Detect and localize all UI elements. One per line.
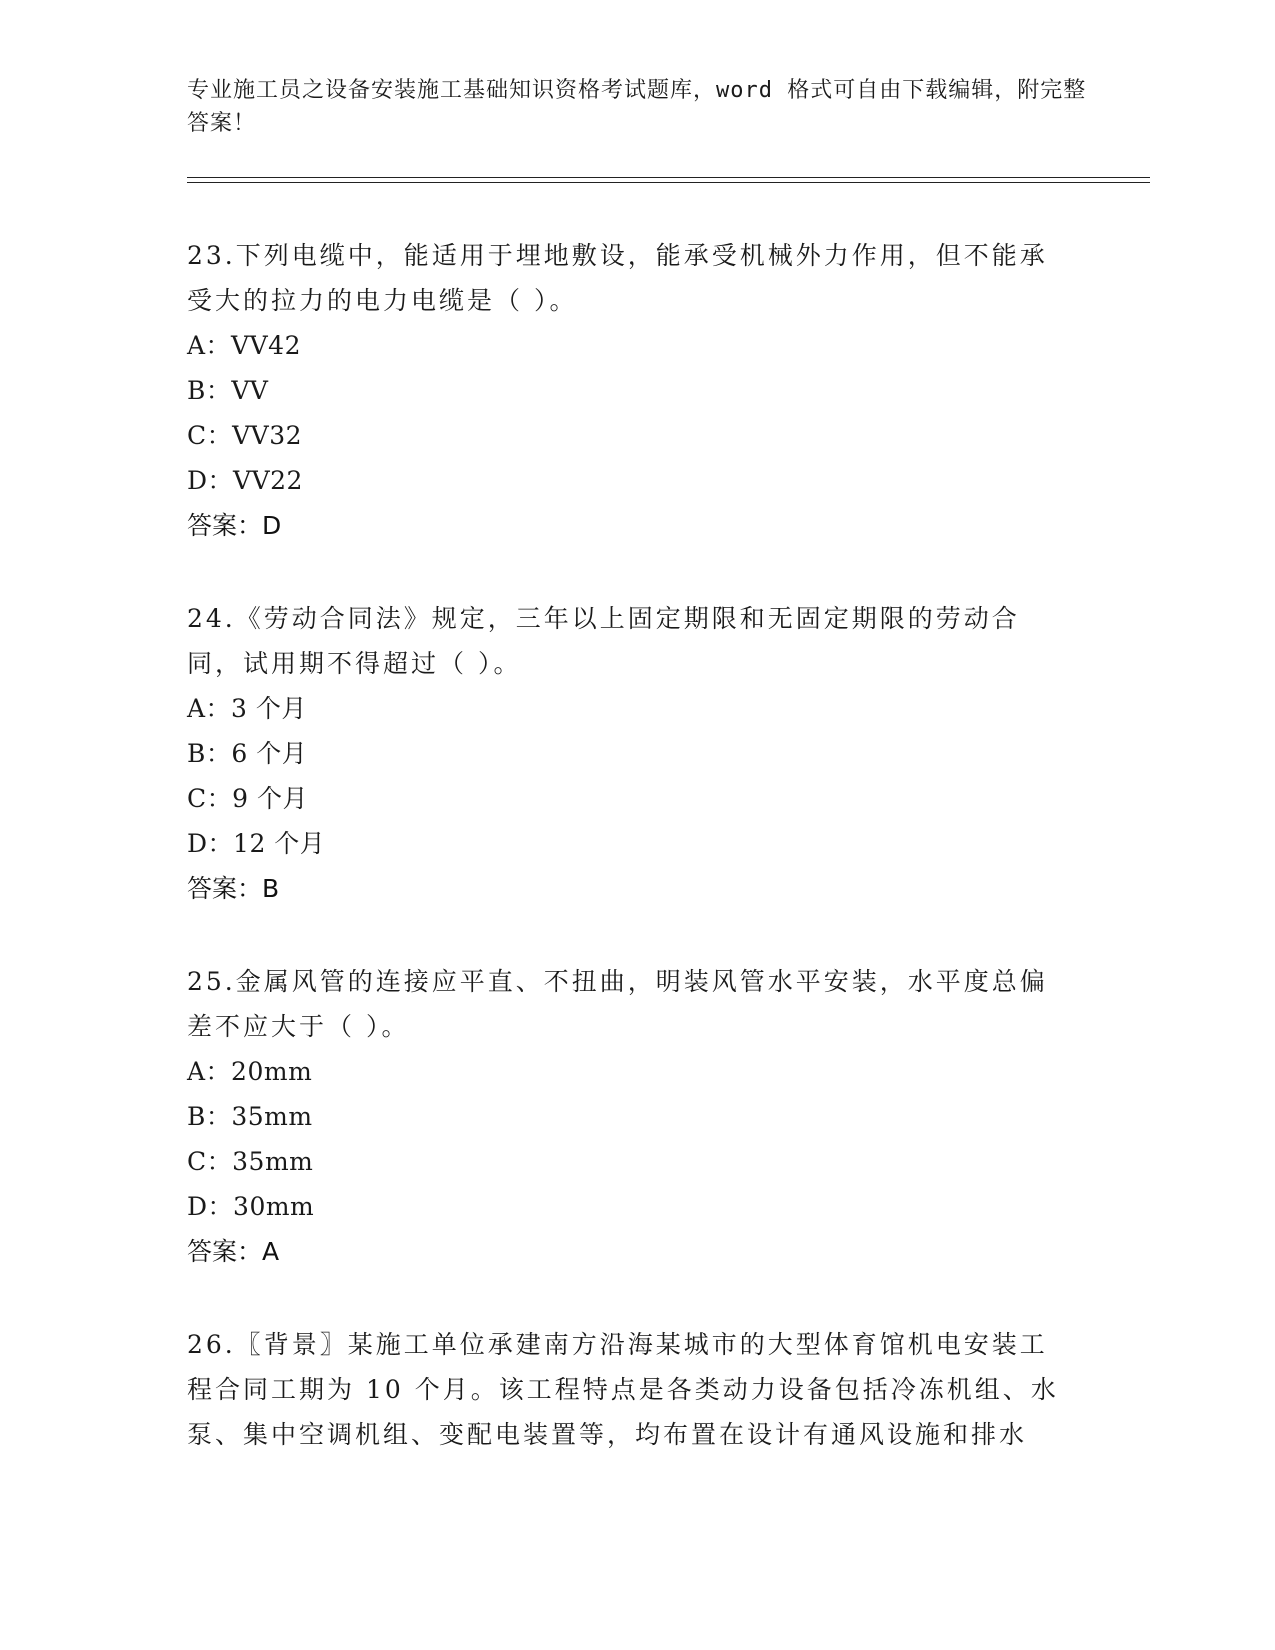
option-b: B：6 个月: [187, 739, 308, 768]
document-header: 专业施工员之设备安装施工基础知识资格考试题库，word 格式可自由下载编辑，附完整答案！: [187, 78, 1087, 136]
answer-line: 答案：A: [187, 1237, 280, 1266]
question-stem: 24.《劳动合同法》规定，三年以上固定期限和无固定期限的劳动合同，试用期不得超过（ ）。: [187, 604, 1020, 678]
option-b: B：VV: [187, 376, 269, 405]
question-stem: 26.〖背景〗某施工单位承建南方沿海某城市的大型体育馆机电安装工程合同工期为 10 个月。该工程特点是各类动力设备包括冷冻机组、水泵、集中空调机组、变配电装置等，均布置在设计有通风设施和排水: [187, 1330, 1059, 1449]
answer-line: 答案：D: [187, 511, 282, 540]
option-d: D：12 个月: [187, 829, 326, 858]
option-a: A：VV42: [187, 331, 301, 360]
question-26: [187, 1322, 1067, 1457]
header-divider-bottom: [187, 182, 1150, 183]
question-23: [187, 233, 1067, 548]
question-stem: 25.金属风管的连接应平直、不扭曲，明装风管水平安装，水平度总偏差不应大于（ ）。: [187, 967, 1048, 1041]
option-c: C：VV32: [187, 421, 303, 450]
option-c: C：9 个月: [187, 784, 308, 813]
option-c: C：35mm: [187, 1147, 314, 1176]
header-divider-top: [187, 177, 1150, 178]
option-b: B：35mm: [187, 1102, 313, 1131]
option-a: A：3 个月: [187, 694, 307, 723]
answer-line: 答案：B: [187, 874, 280, 903]
question-25: [187, 959, 1067, 1274]
option-d: D：VV22: [187, 466, 303, 495]
question-24: [187, 596, 1067, 911]
question-stem: 23.下列电缆中，能适用于埋地敷设，能承受机械外力作用，但不能承受大的拉力的电力电缆是（ ）。: [187, 241, 1048, 315]
option-d: D：30mm: [187, 1192, 315, 1221]
option-a: A：20mm: [187, 1057, 313, 1086]
